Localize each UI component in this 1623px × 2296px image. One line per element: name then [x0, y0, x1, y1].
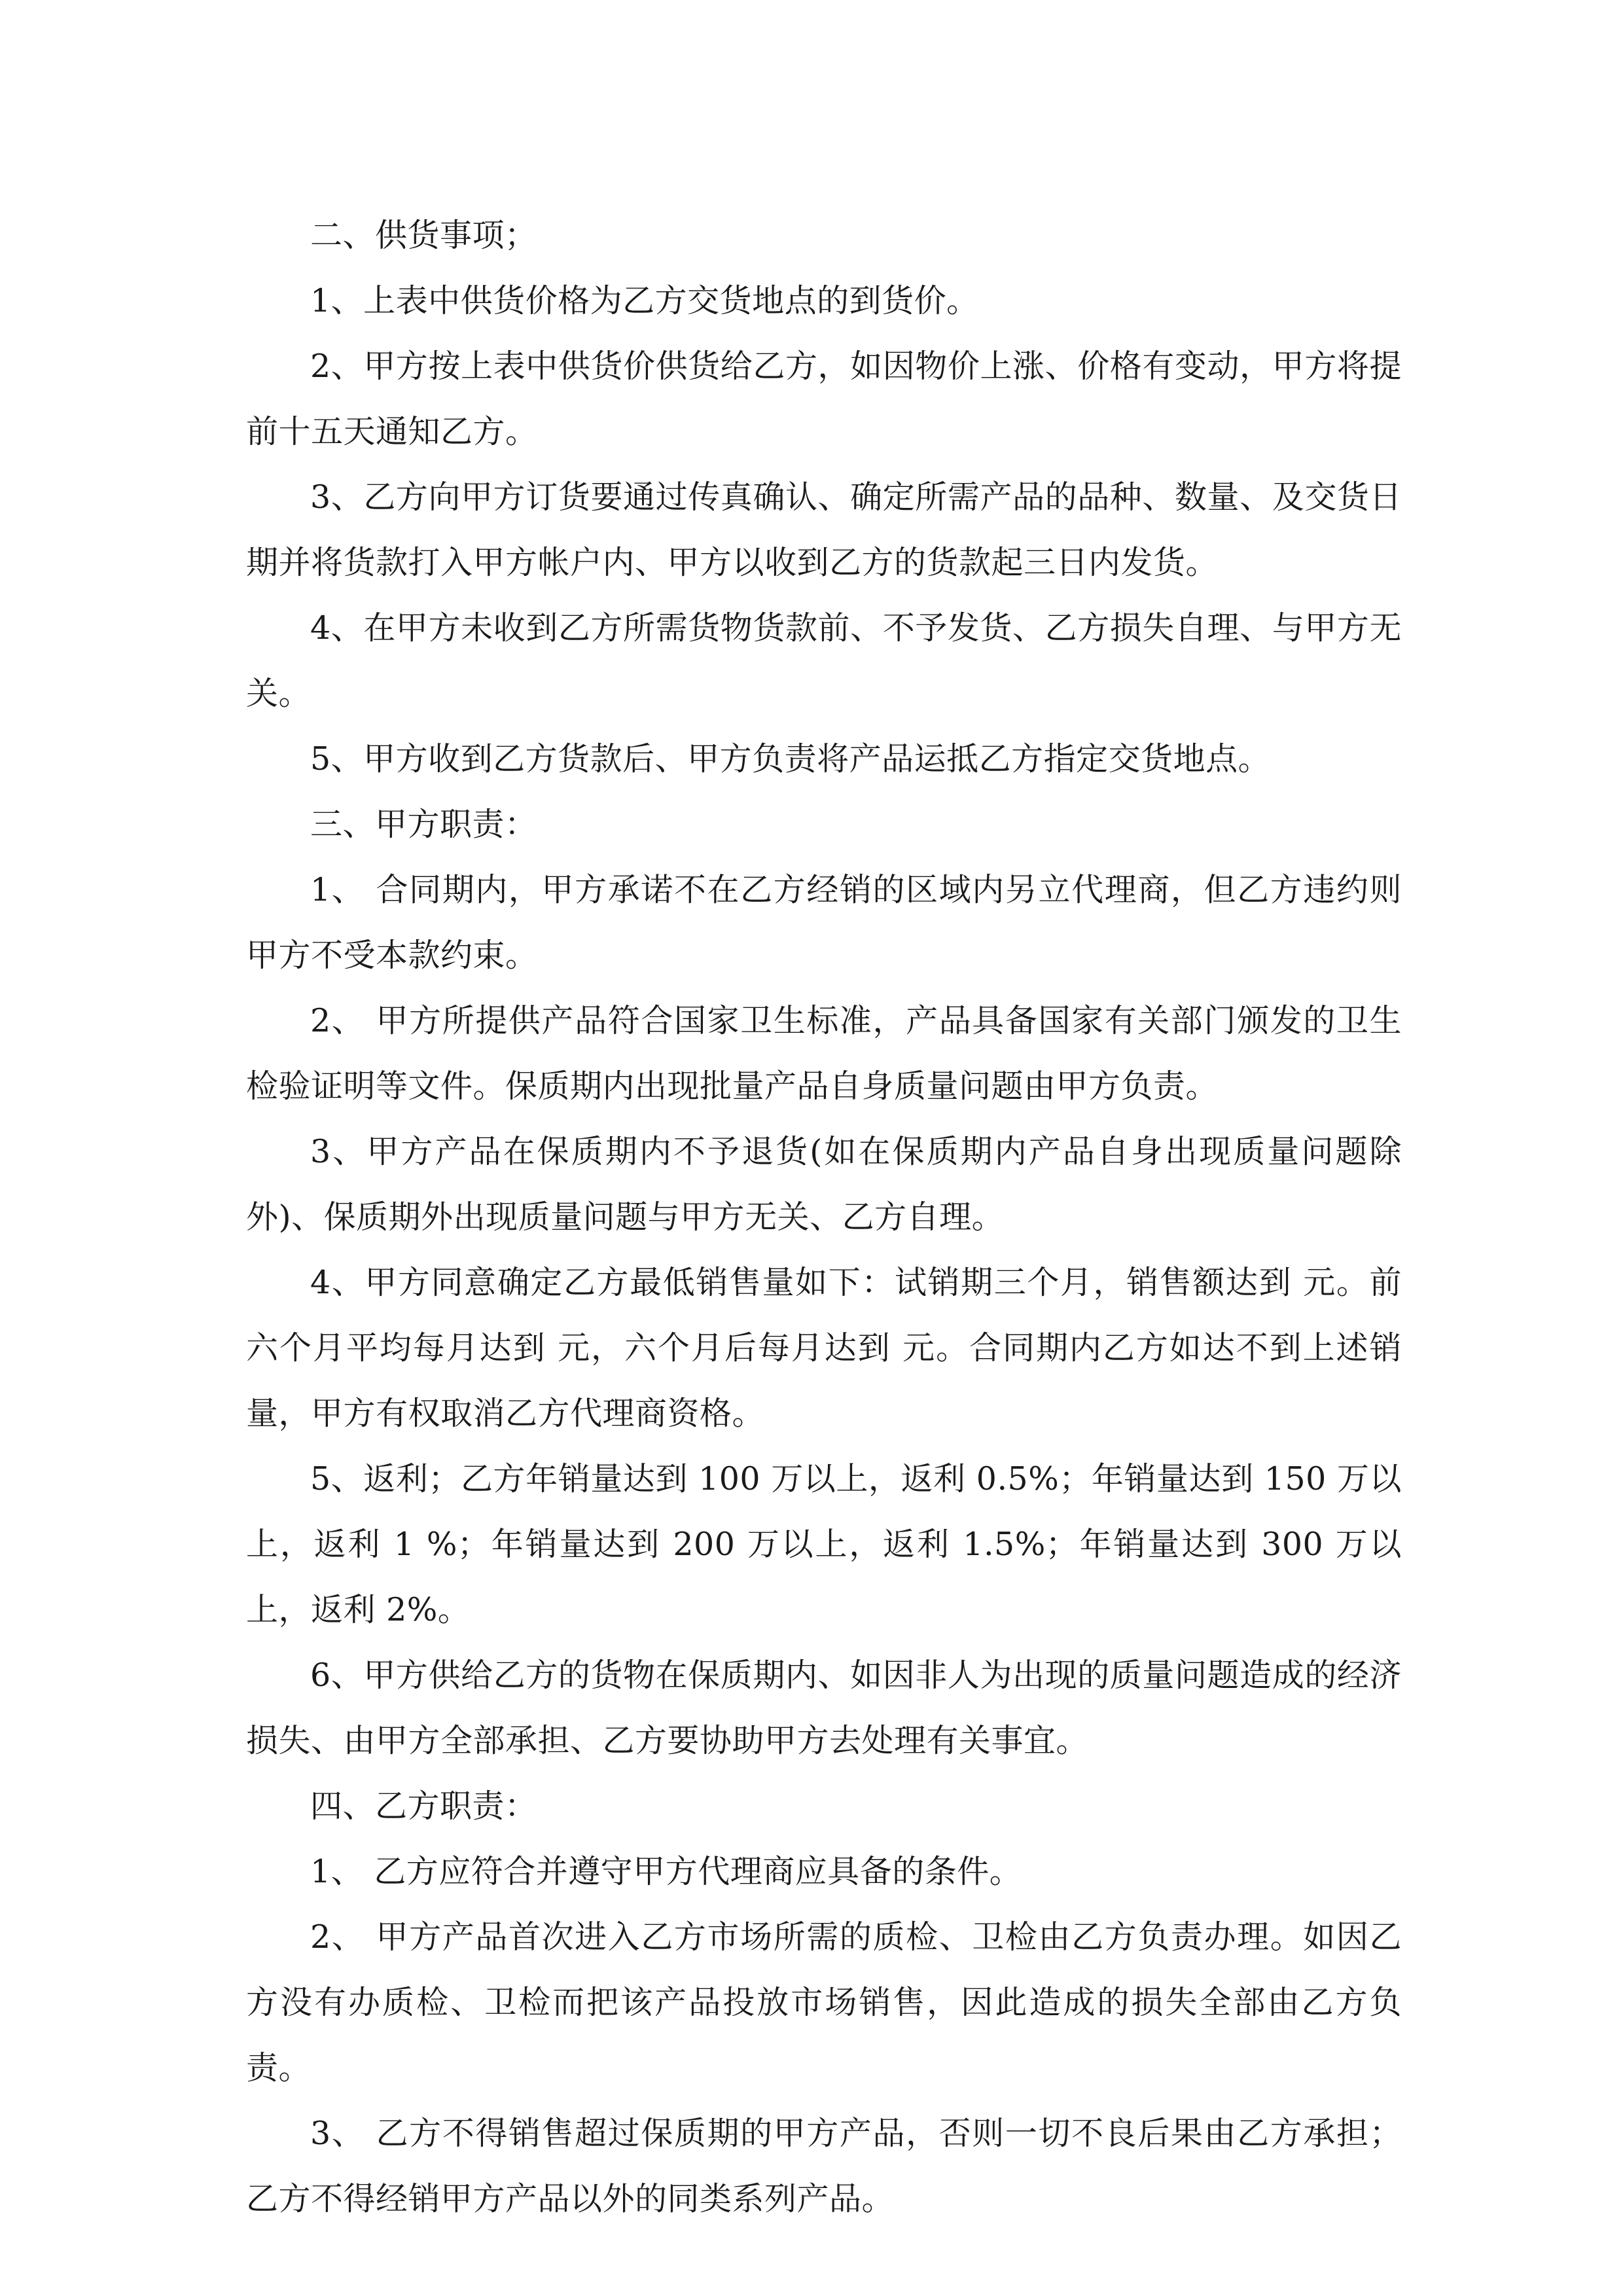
party-a-clause-5: 5、返利；乙方年销量达到 100 万以上，返利 0.5%；年销量达到 150 万以上，返利 1 %；年销量达到 200 万以上，返利 1.5%；年销量达到 300 万以上，返利 2%。 [246, 1460, 1402, 1628]
party-a-clause-3: 3、甲方产品在保质期内不予退货(如在保质期内产品自身出现质量问题除外)、保质期外出现质量问题与甲方无关、乙方自理。 [246, 1133, 1402, 1236]
party-b-clause-3: 3、 乙方不得销售超过保质期的甲方产品，否则一切不良后果由乙方承担；乙方不得经销甲方产品以外的同类系列产品。 [246, 2115, 1402, 2217]
section-heading-party-b: 四、乙方职责： [310, 1787, 537, 1825]
party-b-clause-2: 2、 甲方产品首次进入乙方市场所需的质检、卫检由乙方负责办理。如因乙方没有办质检、卫检而把该产品投放市场销售，因此造成的损失全部由乙方负责。 [246, 1918, 1402, 2087]
document-body [246, 203, 1402, 2232]
party-a-clause-6: 6、甲方供给乙方的货物在保质期内、如因非人为出现的质量问题造成的经济损失、由甲方全部承担、乙方要协助甲方去处理有关事宜。 [246, 1657, 1402, 1759]
section-heading-party-a: 三、甲方职责： [310, 806, 537, 843]
supply-clause-1: 1、上表中供货价格为乙方交货地点的到货价。 [310, 282, 979, 319]
supply-clause-5: 5、甲方收到乙方货款后、甲方负责将产品运抵乙方指定交货地点。 [310, 740, 1271, 778]
supply-clause-2: 2、甲方按上表中供货价供货给乙方，如因物价上涨、价格有变动，甲方将提前十五天通知乙方。 [246, 348, 1402, 450]
party-a-clause-1: 1、 合同期内，甲方承诺不在乙方经销的区域内另立代理商，但乙方违约则甲方不受本款约束。 [246, 871, 1402, 974]
party-a-clause-4: 4、甲方同意确定乙方最低销售量如下：试销期三个月，销售额达到 元。前六个月平均每月达到 元，六个月后每月达到 元。合同期内乙方如达不到上述销量，甲方有权取消乙方代理商资格。 [246, 1264, 1402, 1432]
party-a-clause-2: 2、 甲方所提供产品符合国家卫生标准，产品具备国家有关部门颁发的卫生检验证明等文件。保质期内出现批量产品自身质量问题由甲方负责。 [246, 1002, 1402, 1105]
supply-clause-4: 4、在甲方未收到乙方所需货物货款前、不予发货、乙方损失自理、与甲方无关。 [246, 609, 1402, 712]
section-heading-supply: 二、供货事项； [310, 217, 537, 254]
supply-clause-3: 3、乙方向甲方订货要通过传真确认、确定所需产品的品种、数量、及交货日期并将货款打入甲方帐户内、甲方以收到乙方的货款起三日内发货。 [246, 478, 1402, 581]
party-b-clause-1: 1、 乙方应符合并遵守甲方代理商应具备的条件。 [310, 1853, 1022, 1890]
